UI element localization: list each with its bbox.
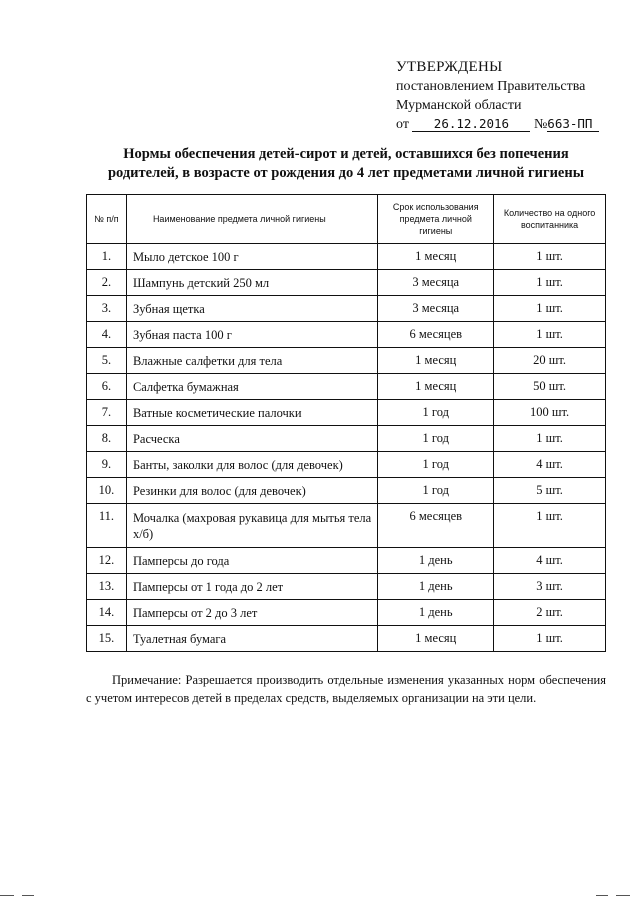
cell-num: 10.: [87, 478, 127, 504]
cell-num: 2.: [87, 270, 127, 296]
table-row: [87, 452, 606, 478]
cell-name: Мочалка (махровая рукавица для мытья тела х/б): [126, 504, 377, 548]
table-row: [87, 374, 606, 400]
header-name: Наименование предмета личной гигиены: [126, 195, 377, 244]
cell-name: Ватные косметические палочки: [126, 400, 377, 426]
cell-num: 13.: [87, 574, 127, 600]
date-prefix: от: [396, 117, 409, 132]
approval-date-line: [396, 115, 626, 134]
cell-qty: 50 шт.: [494, 374, 606, 400]
cell-name: Памперсы до года: [126, 548, 377, 574]
number-prefix: №: [533, 117, 548, 132]
cell-num: 1.: [87, 244, 127, 270]
cell-qty: 1 шт.: [494, 504, 606, 548]
table-row: [87, 244, 606, 270]
table-row: [87, 270, 606, 296]
table-row: [87, 296, 606, 322]
cell-term: 6 месяцев: [378, 504, 494, 548]
cell-name: Резинки для волос (для девочек): [126, 478, 377, 504]
approval-line-2: Мурманской области: [396, 98, 522, 113]
cell-name: Банты, заколки для волос (для девочек): [126, 452, 377, 478]
cell-name: Зубная паста 100 г: [126, 322, 377, 348]
cell-term: 1 день: [378, 574, 494, 600]
page-edge-marks: [0, 895, 640, 899]
cell-name: Зубная щетка: [126, 296, 377, 322]
cell-term: 1 день: [378, 548, 494, 574]
norms-table: [86, 194, 606, 652]
table-row: [87, 574, 606, 600]
title-line-1: Нормы обеспечения детей-сирот и детей, оставшихся без попечения: [123, 146, 569, 162]
cell-qty: 2 шт.: [494, 600, 606, 626]
table-row: [87, 348, 606, 374]
cell-term: 3 месяца: [378, 296, 494, 322]
cell-term: 1 год: [378, 452, 494, 478]
header-num: № п/п: [87, 195, 127, 244]
cell-qty: 1 шт.: [494, 322, 606, 348]
table-row: [87, 322, 606, 348]
header-qty: Количество на одного воспитанника: [494, 195, 606, 244]
note-paragraph: Примечание: Разрешается производить отдельные изменения указанных норм обеспечения с учетом интересов детей в пределах средств, выделяемых организации на эти цели.: [86, 673, 606, 705]
cell-qty: 1 шт.: [494, 426, 606, 452]
cell-num: 11.: [87, 504, 127, 548]
approval-number: 663-ПП: [547, 116, 599, 132]
cell-qty: 4 шт.: [494, 452, 606, 478]
cell-name: Мыло детское 100 г: [126, 244, 377, 270]
cell-term: 1 день: [378, 600, 494, 626]
approval-date: 26.12.2016: [412, 116, 530, 132]
table-header-row: [87, 195, 606, 244]
approval-block: [396, 58, 626, 134]
cell-num: 4.: [87, 322, 127, 348]
cell-qty: 1 шт.: [494, 626, 606, 652]
cell-qty: 4 шт.: [494, 548, 606, 574]
cell-num: 8.: [87, 426, 127, 452]
header-term: Срок использования предмета личной гигиены: [378, 195, 494, 244]
cell-qty: 1 шт.: [494, 244, 606, 270]
table-body: [87, 244, 606, 652]
cell-name: Влажные салфетки для тела: [126, 348, 377, 374]
cell-num: 7.: [87, 400, 127, 426]
approval-heading: УТВЕРЖДЕНЫ: [396, 59, 503, 75]
cell-num: 6.: [87, 374, 127, 400]
cell-num: 15.: [87, 626, 127, 652]
cell-num: 12.: [87, 548, 127, 574]
cell-num: 14.: [87, 600, 127, 626]
cell-name: Шампунь детский 250 мл: [126, 270, 377, 296]
table-row: [87, 600, 606, 626]
table-row: [87, 626, 606, 652]
table-row: [87, 400, 606, 426]
cell-qty: 20 шт.: [494, 348, 606, 374]
table-row: [87, 478, 606, 504]
cell-qty: 3 шт.: [494, 574, 606, 600]
cell-name: Расческа: [126, 426, 377, 452]
cell-term: 1 месяц: [378, 244, 494, 270]
approval-line-1: постановлением Правительства: [396, 79, 586, 94]
cell-name: Салфетка бумажная: [126, 374, 377, 400]
cell-term: 3 месяца: [378, 270, 494, 296]
cell-name: Памперсы от 1 года до 2 лет: [126, 574, 377, 600]
table-row: [87, 426, 606, 452]
cell-term: 1 год: [378, 400, 494, 426]
cell-name: Памперсы от 2 до 3 лет: [126, 600, 377, 626]
cell-name: Туалетная бумага: [126, 626, 377, 652]
cell-term: 1 год: [378, 478, 494, 504]
cell-qty: 1 шт.: [494, 296, 606, 322]
cell-term: 6 месяцев: [378, 322, 494, 348]
document-title: [86, 145, 606, 183]
title-line-2: родителей, в возрасте от рождения до 4 лет предметами личной гигиены: [107, 165, 585, 181]
table-row: [87, 504, 606, 548]
cell-qty: 100 шт.: [494, 400, 606, 426]
cell-term: 1 месяц: [378, 348, 494, 374]
cell-num: 5.: [87, 348, 127, 374]
table-row: [87, 548, 606, 574]
cell-term: 1 месяц: [378, 626, 494, 652]
cell-num: 9.: [87, 452, 127, 478]
cell-term: 1 год: [378, 426, 494, 452]
cell-num: 3.: [87, 296, 127, 322]
cell-qty: 5 шт.: [494, 478, 606, 504]
cell-term: 1 месяц: [378, 374, 494, 400]
cell-qty: 1 шт.: [494, 270, 606, 296]
